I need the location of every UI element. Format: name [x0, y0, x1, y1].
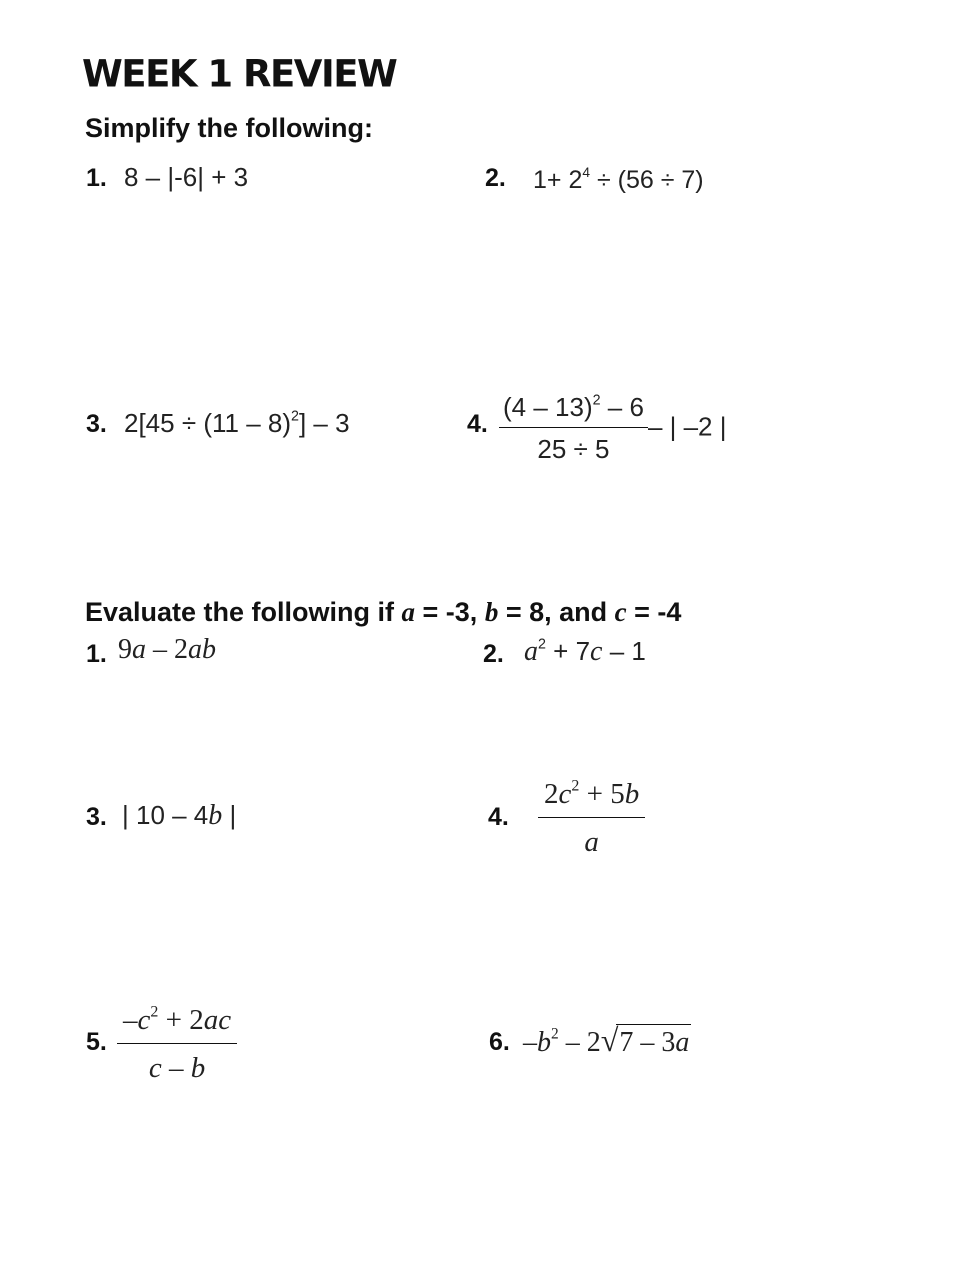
problem-number: 4. [467, 410, 488, 438]
fraction: $\frac{-c^2 + 2ac}{c - b}$ [117, 1004, 237, 1085]
page-title: WEEK 1 REVIEW [82, 51, 397, 96]
evaluate-problem-5 [117, 1004, 237, 1085]
problem-number: 1. [86, 164, 107, 192]
simplify-problem-1: 8 – |-6| + 3 [124, 162, 249, 192]
section-heading-evaluate: Evaluate the following if a = -3, b = 8, and c = -4 [85, 597, 682, 627]
fraction: $\frac{2c^2 + 5b}{a}$ [538, 778, 645, 859]
problem-number: 2. [483, 640, 504, 668]
problem-number: 4. [488, 803, 509, 831]
simplify-problem-4: $\frac{(4 - 13)^2 - 6}{25 \div 5}$ – | –2 | [499, 392, 727, 465]
problem-number: 5. [86, 1028, 107, 1056]
evaluate-problem-4 [538, 778, 645, 859]
simplify-problem-2: $1+ 2^4 \div (56 \div 7)$ [533, 165, 704, 194]
evaluate-problem-2: $a^2 + 7c - 1$ [524, 636, 646, 667]
simplify-problem-3: 2[45 ÷ (11 – 8)$^2$] – 3 [124, 408, 350, 438]
evaluate-problem-3: | 10 – 4b | [122, 800, 237, 831]
section-heading-simplify: Simplify the following: [85, 113, 373, 143]
fraction: $\frac{(4 - 13)^2 - 6}{25 \div 5}$ [499, 392, 648, 465]
radicand: 7 – 3a [616, 1024, 691, 1059]
problem-number: 1. [86, 640, 107, 668]
square-root-sign: √ [600, 1022, 619, 1058]
problem-number: 3. [86, 803, 107, 831]
problem-number: 3. [86, 410, 107, 438]
evaluate-problem-6: $-b^2 - 2√7 - 3a$ [523, 1022, 690, 1058]
problem-number: 2. [485, 164, 506, 192]
evaluate-problem-1: 9a – 2ab [118, 634, 216, 665]
problem-number: 6. [489, 1028, 510, 1056]
